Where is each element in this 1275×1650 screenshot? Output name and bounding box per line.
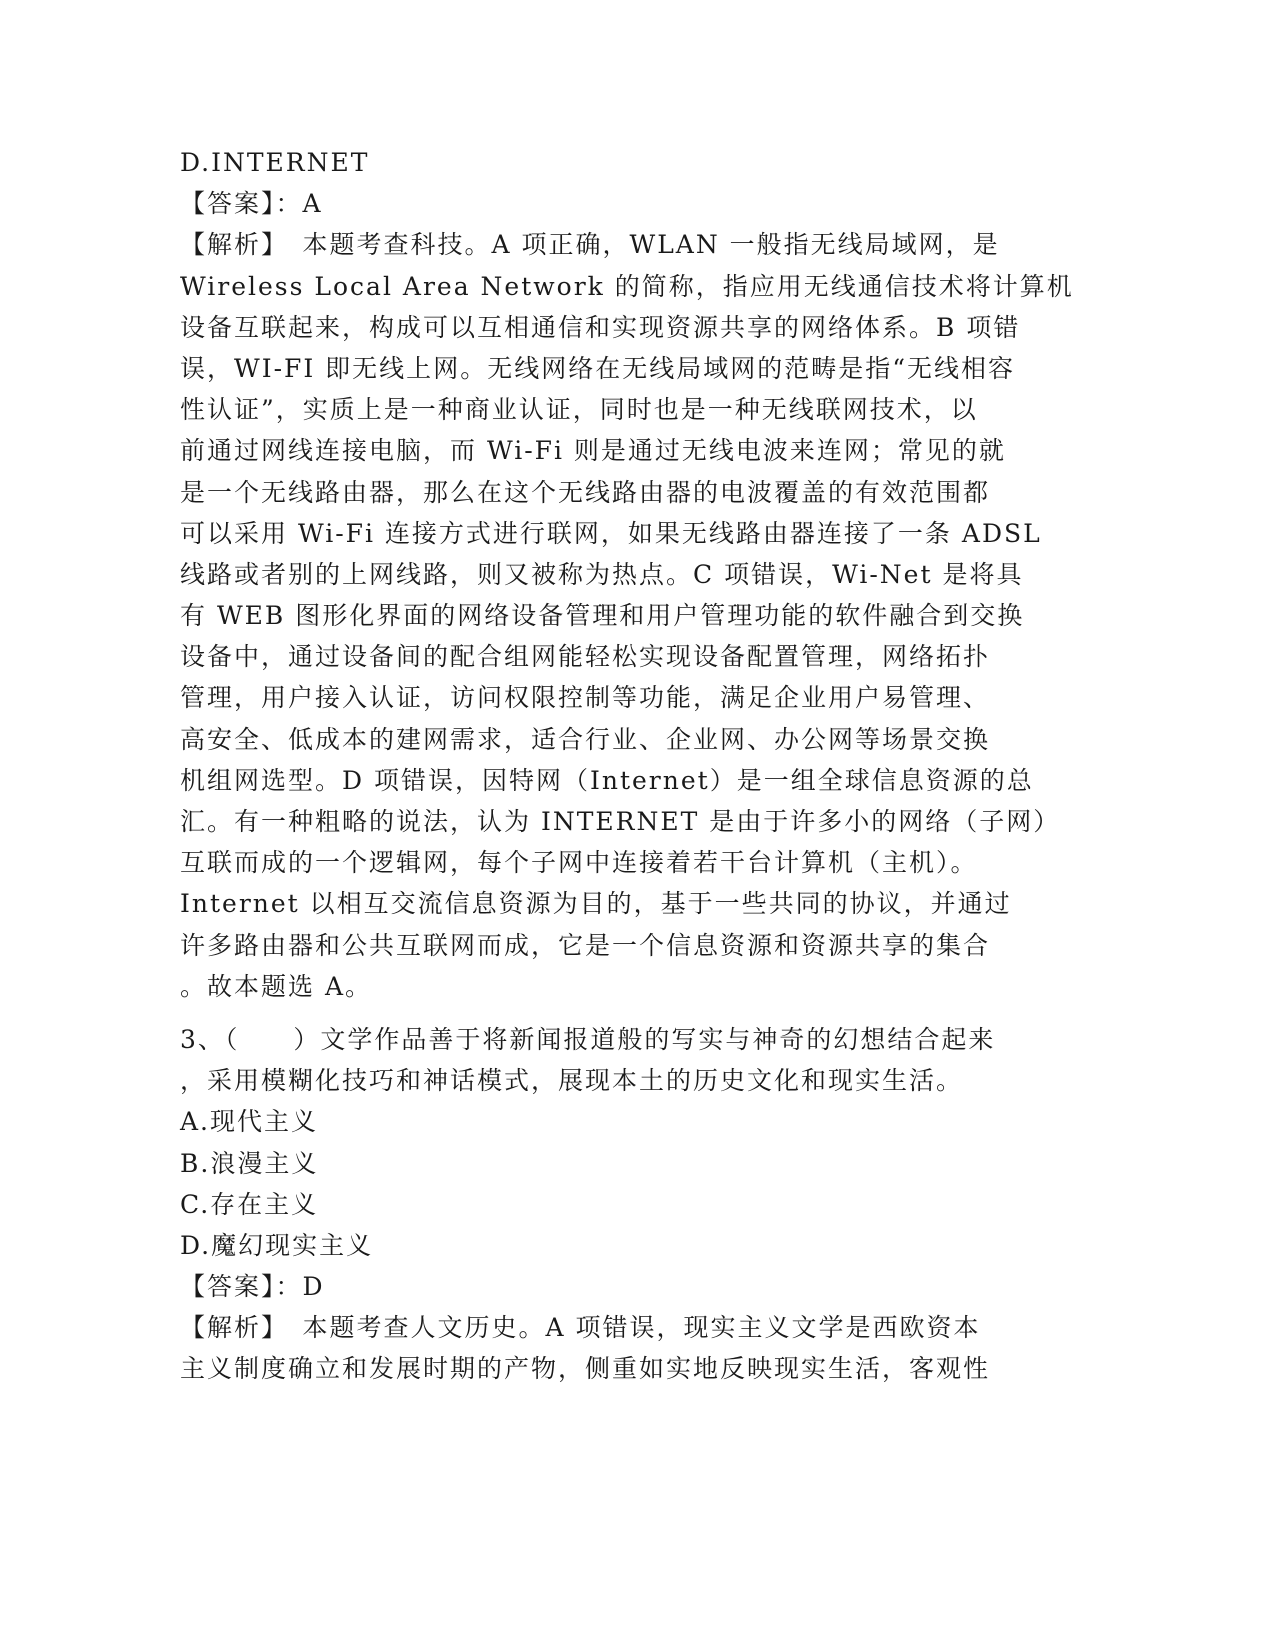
option-b: B.浪漫主义: [180, 1148, 319, 1178]
analysis-line: 。故本题选 A。: [180, 971, 373, 1001]
question-stem-line: 3、（ ）文学作品善于将新闻报道般的写实与神奇的幻想结合起来: [180, 1024, 996, 1054]
analysis-line: 误，WI-FI 即无线上网。无线网络在无线局域网的范畴是指“无线相容: [180, 353, 1015, 383]
analysis-line: 线路或者别的上网线路，则又被称为热点。C 项错误，Wi-Net 是将具: [180, 559, 1024, 589]
analysis-line: 设备中，通过设备间的配合组网能轻松实现设备配置管理，网络拓扑: [180, 642, 991, 672]
answer-line: 【答案】：D: [180, 1272, 325, 1302]
analysis-line: 性认证”，实质上是一种商业认证，同时也是一种无线联网技术，以: [180, 395, 978, 425]
analysis-line: 汇。有一种粗略的说法，认为 INTERNET 是由于许多小的网络（子网）: [180, 807, 1061, 836]
analysis-line: Internet 以相互交流信息资源为目的，基于一些共同的协议，并通过: [180, 889, 1012, 919]
analysis-line: 可以采用 Wi-Fi 连接方式进行联网，如果无线路由器连接了一条 ADSL: [180, 518, 1042, 548]
analysis-line: 有 WEB 图形化界面的网络设备管理和用户管理功能的软件融合到交换: [180, 601, 1025, 631]
option-c: C.存在主义: [180, 1189, 319, 1219]
question-3: [180, 1019, 1040, 1390]
option-d: D.INTERNET: [180, 148, 370, 177]
analysis-line: Wireless Local Area Network 的简称，指应用无线通信技术将计算机: [180, 271, 1074, 301]
analysis-line: 机组网选型。D 项错误，因特网（Internet）是一组全球信息资源的总: [180, 765, 1034, 795]
question-stem-line: ，采用模糊化技巧和神话模式，展现本土的历史文化和现实生活。: [180, 1066, 964, 1096]
analysis-line: 是一个无线路由器，那么在这个无线路由器的电波覆盖的有效范围都: [180, 477, 991, 507]
analysis-line: 【解析】 本题考查人文历史。A 项错误，现实主义文学是西欧资本: [180, 1313, 981, 1343]
analysis-line: 主义制度确立和发展时期的产物，侧重如实地反映现实生活，客观性: [180, 1354, 991, 1384]
analysis-line: 设备互联起来，构成可以互相通信和实现资源共享的网络体系。B 项错: [180, 312, 1021, 342]
analysis-line: 高安全、低成本的建网需求，适合行业、企业网、办公网等场景交换: [180, 724, 991, 754]
analysis-line: 互联而成的一个逻辑网，每个子网中连接着若干台计算机（主机）。: [180, 848, 978, 878]
paragraph-spacer: [180, 1007, 1040, 1019]
analysis-line: 管理，用户接入认证，访问权限控制等功能，满足企业用户易管理、: [180, 683, 991, 713]
page-content: [180, 142, 1074, 1390]
analysis-line: 前通过网线连接电脑，而 Wi-Fi 则是通过无线电波来连网；常见的就: [180, 436, 1006, 466]
answer-line: 【答案】：A: [180, 189, 323, 219]
analysis-line: 【解析】 本题考查科技。A 项正确，WLAN 一般指无线局域网，是: [180, 230, 1000, 260]
analysis-paragraph: [180, 224, 1074, 1007]
option-a: A.现代主义: [180, 1107, 319, 1137]
option-d: D.魔幻现实主义: [180, 1230, 374, 1260]
analysis-line: 许多路由器和公共互联网而成，它是一个信息资源和资源共享的集合: [180, 930, 991, 960]
